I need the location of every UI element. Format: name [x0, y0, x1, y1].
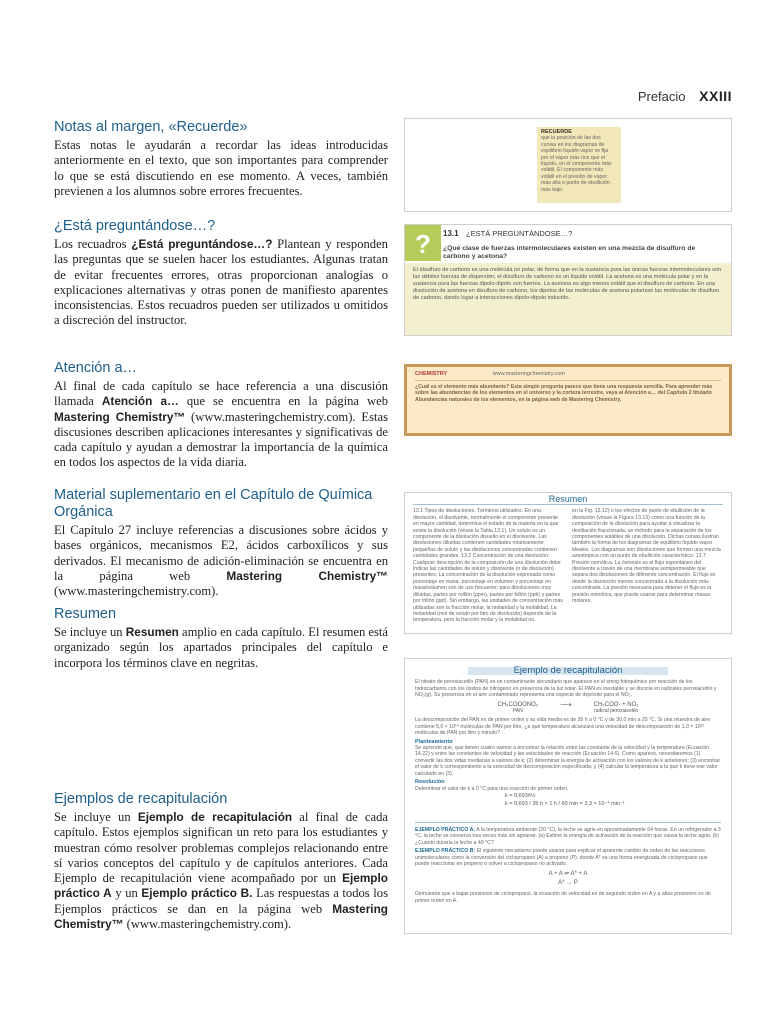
figure-esta-preguntandose	[404, 224, 732, 336]
section-notas-al-margen	[54, 119, 388, 199]
ejemplo-plan: Se aprende que, que tienen cuatro vamos a encontrar la relación entre las constante de la velocidad y la temperatura (Ecuación 14.22) y entre las constantes de velocidad y las velocidades de reacción (Ecuación 14.6). Como aparece, necesitaremos (1) convertir las dos vidas medianas a valores de k; (2) determinar la energía de activación con los valores de k anteriores; (3) encontrar el valor de k correspondiente a la velocidad de descomposición especificada; y (4) calcular la temperatura a la que k tiene ese valor calculado en (3).	[415, 745, 721, 777]
plan-label: Planteamiento	[415, 738, 453, 745]
recuerde-text: que la posición de las dos curvas en los diagramas de equilibrio líquido-vapor se fija por el vapor más rico que el líquido, en el componente más volátil. El componente más volátil en el presión de vapor más alta o punto de ebullición más bajo.	[541, 135, 612, 193]
resolucion-label: Resolución	[415, 779, 445, 786]
ejemplo-resolucion: Determinar el valor de k a 0 °C para una reacción de primer orden.	[415, 785, 569, 792]
esta-body: El disulfuro de carbono es una molécula no polar, de forma que en la sustancia pura las únicas fuerzas intermoleculares son las débiles fuerzas de dispersión; el disulfuro de carbono es un líquido volátil. La acetona es una molécula polar y en la sustancia pura las fuerzas dipolo-dipolo son fuertes. La acetona es algo menos volátil que el disulfuro de carbono. En una disolución de acetona en disulfuro de carbono, los dipolos de las moléculas de acetona polarizan las moléculas de disulfuro de carbono, dando lugar a interacciones dipolo-dipolo inducido.	[405, 263, 731, 335]
ejemplo-intro: El nitrato de peroxiacetilo (PAN) es un contaminante secundario que aparece en el smog fotoquímico por reacción de los hidrocarburos con los óxidos de nitrógeno en presencia de la luz solar. El PAN es inestable y se disocia en radicales peroxiacetilo y NO₂(g). Su presencia en el aire contaminado representa una especie de depósito para el NO₂.	[415, 679, 717, 699]
figure-recuerde	[404, 118, 732, 212]
ejemplo-formulas: k = 0,693/t½ k = 0,693 / 35 h × 1 h / 60 min = 3,3 × 10⁻⁴ min⁻¹	[505, 792, 625, 807]
resumen-title: Resumen	[548, 494, 588, 504]
section-title: Material suplementario en el Capítulo de Química Orgánica	[54, 487, 373, 520]
atencion-url: www.masteringchemistry.com	[492, 371, 565, 377]
arrow-icon: ⟶	[560, 699, 572, 709]
recuerde-note	[537, 127, 621, 203]
section-title: Ejemplos de recapitulación	[54, 791, 228, 807]
svg-text:?: ?	[415, 229, 431, 259]
atencion-header	[415, 371, 721, 381]
resumen-column-1: 13.1 Tipos de disoluciones. Términos utilizados. En una disolución, el disolvente, normalmente el componente presente en mayor cantidad, determina el estado de la materia en la que existe la disolución (véase la Tabla 13.1). Un soluto es un componente de la disolución disuelto en el disolvente. Las disoluciones diluidas contienen cantidades relativamente pequeñas de soluto y las disoluciones concentradas contienen cantidades grandes. 13.2 Concentración de una disolución. Cualquier descripción de la composición de una disolución debe indicar las cantidades de soluto y disolvente (o de disolución) presentes. La concentración de la disolución expresada como porcentaje en masa, porcentaje en volumen y porcentaje en masa/volumen son de uso frecuente; para disoluciones muy diluidas, partes por millón (ppm), partes por billón (ppb) y partes por trillón (ppt). Sin embargo, las unidades de concentración más utilizadas son la fracción molar, la molaridad y la molalidad. La molaridad (mol de soluto por litro de disolución) depende de la temperatura, pero la fracción molar y la molalidad no.	[413, 508, 563, 624]
section-title: Notas al margen, «Recuerde»	[54, 119, 248, 135]
figure-resumen	[404, 492, 732, 634]
section-atencion	[54, 360, 388, 471]
esta-question: ¿Qué clase de fuerzas intermoleculares existen en una mezcla de disulfuro de carbono y acetona?	[443, 245, 696, 260]
section-body: Los recuadros ¿Está preguntándose…? Plantean y responden las preguntas que se suelen hacer los estudiantes. Algunas tratan de evitar frecuentes errores, otras proporcionan analogías o explicaciones alternativas y otras ponen de manifiesto aparentes inconsistencias. Estos recuadros pueden ser utilizados u omitidos a discreción del instructor.	[54, 237, 388, 328]
section-body: Se incluye un Ejemplo de recapitulación al final de cada capítulo. Estos ejemplos significan un reto para los estudiantes y muestran cómo resolver problemas complejos relacionando entre sí varios conceptos del capítulo y de capítulos anteriores. Cada Ejemplo de recapitulación viene acompañado por un Ejemplo práctico A y un Ejemplo práctico B. Las respuestas a todos los Ejemplos prácticos se dan en la página web Mastering Chemistry™ (www.masteringchemistry.com).	[54, 810, 388, 932]
running-title: Prefacio	[637, 89, 686, 104]
mechanism: A + A ⇌ A* + A A* → P	[548, 871, 588, 887]
section-material-suplementario	[54, 487, 388, 599]
section-body: El Capítulo 27 incluye referencias a discusiones sobre ácidos y bases orgánicos, mecanismos E2, ácidos carboxílicos y sus derivados. El mecanismo de adición-eliminación se encuentra en la página web Mastering Chemistry™ (www.masteringchemistry.com).	[54, 523, 388, 599]
esta-heading: 13.1 ¿ESTÁ PREGUNTÁNDOSE…?	[443, 229, 573, 238]
atencion-text: ¿Cuál es el elemento más abundante? Esta simple pregunta parece que tiene una respuesta sencilla. Para aprender más sobre las abundancias de los elementos en el universo y la corteza terrestre, vaya al Atención a… del Capítulo 2 titulado Abundancias naturales de los elementos, en la página web de Mastering Chemistry.	[415, 384, 713, 403]
section-ejemplos-recapitulacion	[54, 791, 388, 932]
page-number: XXIII	[699, 88, 732, 104]
ejemplo-closing: Demuestre que a bajas presiones de ciclopropano, la ecuación de velocidad es de segundo orden en A y a altas presiones es de primer orden en A.	[415, 891, 711, 904]
ejemplo-title: Ejemplo de recapitulación	[468, 667, 668, 675]
section-title: Resumen	[54, 606, 117, 622]
ejemplo-equation: CH₃COOONO₂ PAN ⟶ CH₃COO· + NO₂ radical peroxiacetilo	[497, 699, 639, 715]
ejemplo-problem: La descomposición del PAN es de primer orden y su vida media es de 35 h a 0 °C y de 30,0 min a 25 °C. Si una muestra de aire contiene 5,0 × 10¹⁴ moléculas de PAN por litro, ¿a qué temperatura alcanzará una velocidad de descomposición de 1,0 × 10¹² moléculas de PAN por litro y minuto?	[415, 717, 710, 737]
esta-tab	[405, 225, 441, 261]
section-title: ¿Está preguntándose…?	[54, 218, 216, 234]
section-resumen	[54, 606, 388, 671]
figure-ejemplo-recapitulacion: Ejemplo de recapitulación El nitrato de peroxiacetilo (PAN) es un contaminante secundario que aparece en el smog fotoquímico por reacción de los hidrocarburos con los óxidos de nitrógeno en presencia de la luz solar. El PAN es inestable y se disocia en radicales peroxiacetilo y NO₂(g). Su presencia en el aire contaminado representa una especie de depósito para el NO₂. CH₃COOONO₂ PAN ⟶ CH₃COO· + NO₂ radical peroxiacetilo La descomposición del PAN es de primer orden y su vida media es de 35 h a 0 °C y de 30,0 min a 25 °C. Si una muestra de aire contiene 5,0 × 10¹⁴ moléculas de PAN por litro, ¿a qué temperatura alcanzará una velocidad de descomposición de 1,0 × 10¹² moléculas de PAN por litro y minuto? Planteamiento Se aprende que, que tienen cuatro vamos a encontrar la relación entre las constante de la velocidad y la temperatura (Ecuación 14.22) y entre las constantes de velocidad y las velocidades de reacción (Ecuación 14.6). Como aparece, necesitaremos (1) convertir las dos vidas medianas a valores de k; (2) determinar la energía de activación con los valores de k anteriores; (3) encontrar el valor de k correspondiente a la velocidad de descomposición especificada; y (4) calcular la temperatura a la que k tiene ese valor calculado en (3). Resolución Determinar el valor de k a 0 °C para una reacción de primer orden. k = 0,693/t½ k = 0,693 / 35 h × 1 h / 60 min = 3,3 × 10⁻⁴ min⁻¹ EJEMPLO PRÁCTICO A: A la temperatura ambiente (20 °C), la leche se agria en aproximadamente 64 horas. En un refrigerador a 3 °C, la leche se conserva tres veces más sin agriarse. (a) Estime la energía de activación de la reacción que causa la leche agria. (b) ¿Cuánto duraría la leche a 40 °C? EJEMPLO PRÁCTICO B: El siguiente mecanismo puede usarse para explicar el aparente cambio de orden de las reacciones unimoleculares como la conversión del ciclopropano (A) a propeno (P), donde A* es una forma energizada de ciclopropano que puede reaccionar en propeno o volver a ciclopropano no activado. A + A ⇌ A* + A A* → P Demuestre que a bajas presiones de ciclopropano, la ecuación de velocidad es de segundo orden en A y a altas presiones es de primer orden en A.	[404, 658, 732, 934]
figure-atencion	[404, 364, 732, 436]
mastering-chemistry-logo: CHEMISTRY	[415, 371, 448, 377]
section-title: Atención a…	[54, 360, 138, 376]
recuerde-label: RECUERDE	[541, 129, 572, 135]
page-header	[638, 88, 732, 104]
section-body: Al final de cada capítulo se hace referencia a una discusión llamada Atención a… que se encuentra en la página web Mastering Chemistry™ (www.masteringchemistry.com). Estas discusiones describen aplicaciones interesantes y significativas de cada capítulo y ayudan a demostrar la importancia de la química en todos los aspectos de la vida diaria.	[54, 379, 389, 470]
question-mark-icon	[405, 225, 441, 261]
section-body: Estas notas le ayudarán a recordar las ideas introducidas anteriormente en el texto, que son importantes para comprender lo que se está discutiendo en ese momento. A veces, también previenen a los alumnos sobre errores frecuentes.	[54, 138, 388, 198]
resumen-column-2: en la Fig. 13.12) o los efectos de punto de ebullición de la disolución (véase la Figura 13.13) como una función de la composición de la disolución para ayudar a visualizar la destilación fraccionada, un método para la separación de los componentes volátiles de una disolución. Dichas curvas ilustran también la forma de los diagramas de equilibrio líquido-vapor ideales. Los diagramas son disoluciones que forman una mezcla azeotrópica con un punto de ebullición característico. 13.7 Presión osmótica. La ósmosis es el flujo espontáneo del disolvente a través de una membrana semipermeable que separa dos disoluciones de diferente concentración. El flujo es desde la disolución menos concentrada a la disolución más concentrada. La presión necesaria para detener el flujo es la presión osmótica, que puede usarse para determinar masas molares.	[572, 508, 721, 605]
section-body: Se incluye un Resumen amplio en cada capítulo. El resumen está organizado según los apartados principales del capítulo e incorpora los términos clave en negritas.	[54, 625, 389, 670]
section-esta-preguntandose	[54, 218, 388, 329]
